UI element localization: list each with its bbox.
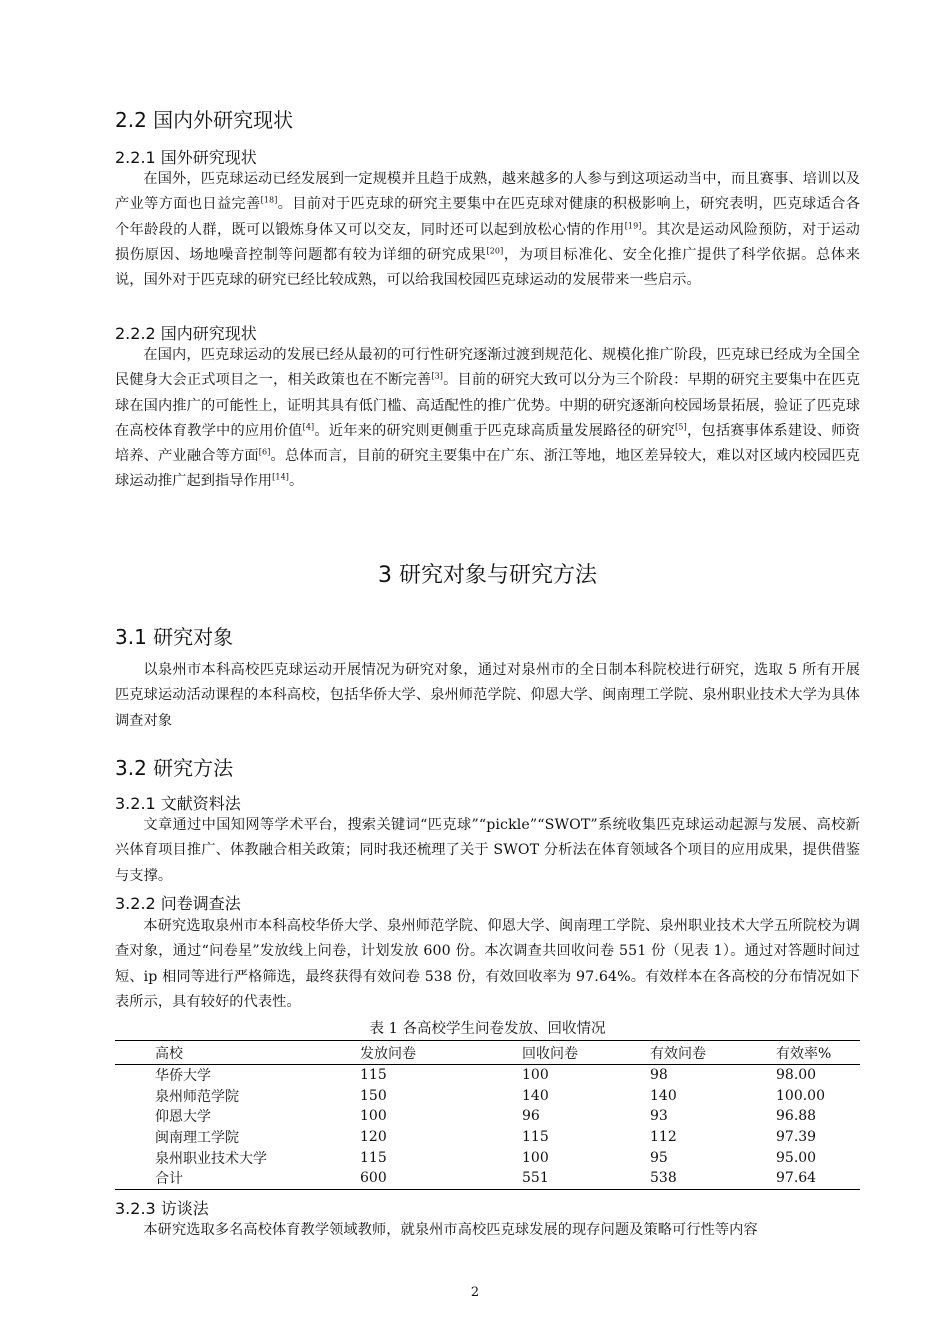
header-school: 高校 <box>115 1041 360 1065</box>
paragraph-literature-method: 文章通过中国知网等学术平台，搜索关键词“匹克球”“pickle”“SWOT”系统收集匹克球运动起源与发展、高校新兴体育项目推广、体教融合相关政策；同时我还梳理了关于 SWOT 分析法在体育领域各个项目的应用成果，提供借鉴与支撑。 <box>115 817 860 884</box>
citation-4: [4] <box>302 422 315 432</box>
subsection-heading-2-2-1: 2.2.1 国外研究现状 <box>115 148 257 167</box>
table-row: 华侨大学 115 100 98 98.00 <box>155 1067 817 1085</box>
paragraph-domestic-research: 在国内，匹克球运动的发展已经从最初的可行性研究逐渐过渡到规范化、规模化推广阶段，匹克球已经成为全国全民健身大会正式项目之一，相关政策也在不断完善[3]。目前的研究大致可以分为三个阶段：早期的研究主要集中在匹克球在国内推广的可能性上，证明其具有低门槛、高适配性的推广优势。中期的研究逐渐向校园场景拓展，验证了匹克球在高校体育教学中的应用价值[4]。近年来的研究则更侧重于匹克球高质量发展路径的研究[5]，包括赛事体系建设、师资培养、产业融合等方面[6]。总体而言，目前的研究主要集中在广东、浙江等地，地区差异较大，难以对区域内校园匹克球运动推广起到指导作用[14]。 <box>115 347 861 490</box>
citation-6: [6] <box>258 447 271 457</box>
paragraph-survey-method: 本研究选取泉州市本科高校华侨大学、泉州师范学院、仰恩大学、闽南理工学院、泉州职业技术大学五所院校为调查对象，通过“问卷星”发放线上问卷，计划发放 600 份。本次调查共回收问卷 551 份（见表 1）。通过对答题时间过短、ip 相同等进行严格筛选，最终获得有效问卷 538 份，有效回收率为 97.64%。有效样本在各高校的分布情况如下表所示，具有较好的代表性。 <box>115 918 860 1010</box>
table-row: 泉州师范学院 150 140 140 100.00 <box>155 1087 825 1105</box>
paragraph-foreign-research: 在国外，匹克球运动已经发展到一定规模并且趋于成熟，越来越多的人参与到这项运动当中，而且赛事、培训以及产业等方面也日益完善[18]。目前对于匹克球的研究主要集中在匹克球对健康的积极影响上，研究表明，匹克球适合各个年龄段的人群，既可以锻炼身体又可以交友，同时还可以起到放松心情的作用[19]。其次是运动风险预防，对于运动损伤原因、场地噪音控制等问题都有较为详细的研究成果[20]，为项目标准化、安全化推广提供了科学依据。总体来说，国外对于匹克球的研究已经比较成熟，可以给我国校园匹克球运动的发展带来一些启示。 <box>115 171 860 289</box>
subsection-heading-3-2-2: 3.2.2 问卷调查法 <box>115 894 241 913</box>
table-caption: 表 1 各高校学生问卷发放、回收情况 <box>369 1021 606 1037</box>
header-valid-rate: 有效率% <box>776 1041 860 1065</box>
citation-5: [5] <box>675 422 687 432</box>
subsection-heading-3-2-1: 3.2.1 文献资料法 <box>115 794 241 813</box>
section-heading-2-2: 2.2 国内外研究现状 <box>115 108 294 132</box>
subsection-heading-3-2-3: 3.2.3 访谈法 <box>115 1199 209 1218</box>
header-valid: 有效问卷 <box>650 1041 776 1065</box>
survey-table <box>115 1040 860 1190</box>
chapter-heading-3: 3 研究对象与研究方法 <box>378 563 597 588</box>
table-total-row: 合计 600 551 538 97.64 <box>155 1170 817 1188</box>
citation-14: [14] <box>272 472 289 482</box>
table-row: 闽南理工学院 120 115 112 97.39 <box>155 1129 817 1147</box>
citation-3: [3] <box>431 371 443 381</box>
table-row: 仰恩大学 100 96 93 96.88 <box>155 1108 817 1126</box>
section-heading-3-1: 3.1 研究对象 <box>115 625 234 649</box>
header-distributed: 发放问卷 <box>360 1041 522 1065</box>
section-heading-3-2: 3.2 研究方法 <box>115 756 234 780</box>
table-row: 泉州职业技术大学 115 100 95 95.00 <box>155 1149 817 1167</box>
subsection-heading-2-2-2: 2.2.2 国内研究现状 <box>115 324 257 343</box>
table-header-row <box>115 1041 860 1065</box>
header-returned: 回收问卷 <box>522 1041 650 1065</box>
paragraph-interview-method: 本研究选取多名高校体育教学领域教师，就泉州市高校匹克球发展的现存问题及策略可行性等内容 <box>143 1222 758 1238</box>
citation-18: [18] <box>260 195 278 205</box>
paragraph-research-object: 以泉州市本科高校匹克球运动开展情况为研究对象，通过对泉州市的全日制本科院校进行研究，选取 5 所有开展匹克球运动活动课程的本科高校，包括华侨大学、泉州师范学院、仰恩大学、闽南理工学院、泉州职业技术大学为具体调查对象 <box>115 662 860 729</box>
citation-19: [19] <box>624 220 642 230</box>
page-number: 2 <box>470 1285 480 1300</box>
citation-20: [20] <box>486 246 504 256</box>
